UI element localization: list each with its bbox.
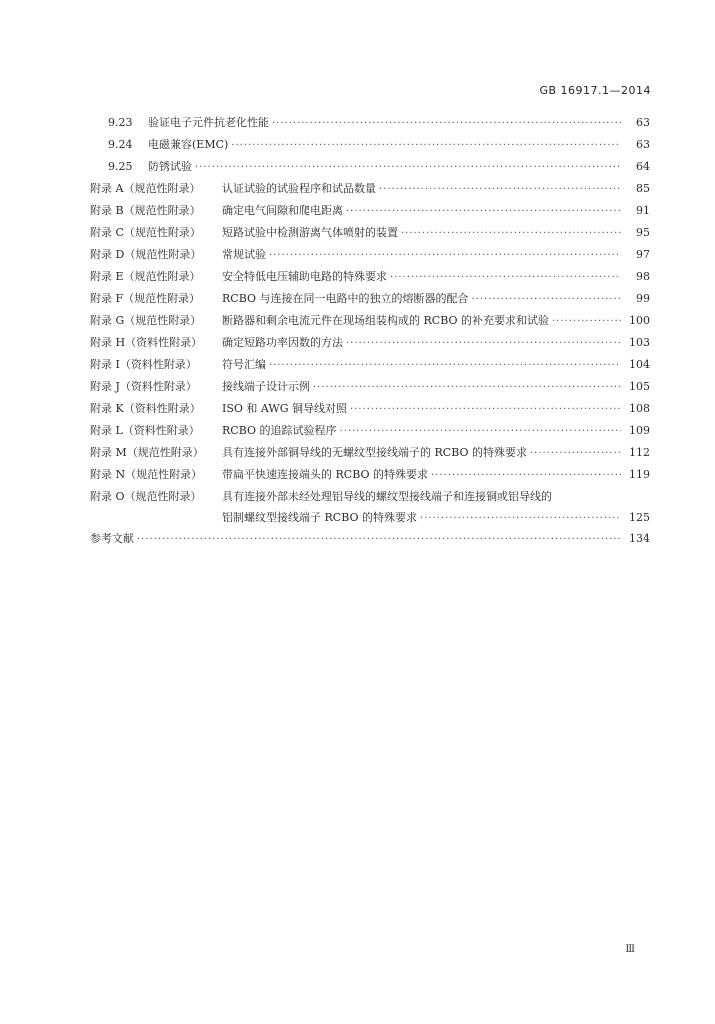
toc-entry-page: 119 [629,468,650,481]
dot-leader [431,465,621,487]
toc-entry-label: 附录 H（资料性附录） [90,336,203,349]
dot-leader [390,267,621,289]
dot-leader [401,223,621,245]
toc-entry[interactable] [90,464,650,486]
toc-entry-title-continued: 铝制螺纹型接线端子 RCBO 的特殊要求 [222,511,417,524]
toc-entry-page: 100 [629,314,650,327]
toc-entry-title: RCBO 与连接在同一电路中的独立的熔断器的配合 [222,292,469,305]
toc-entry-title: 具有连接外部铜导线的无螺纹型接线端子的 RCBO 的特殊要求 [222,446,527,459]
toc-entry[interactable] [90,398,650,420]
dot-leader [420,509,621,529]
toc-entry-title: 常规试验 [222,248,266,261]
toc-entry[interactable] [90,244,650,266]
toc-entry-label: 附录 K（资料性附录） [90,402,201,415]
toc-entry-page: 104 [629,358,650,371]
toc-entry-page: 91 [636,204,650,217]
toc-entry-title: RCBO 的追踪试验程序 [222,424,337,437]
toc-entry[interactable] [90,134,650,156]
toc-entry-label: 附录 O（规范性附录） [90,490,202,503]
toc-entry-label: 9.23 [108,116,133,129]
toc-entry-page: 134 [629,532,650,545]
toc-entry[interactable] [90,332,650,354]
toc-entry[interactable] [90,442,650,464]
toc-entry-label: 9.24 [108,138,133,151]
toc-entry-title: 确定短路功率因数的方法 [222,336,343,349]
toc-entry[interactable] [90,354,650,376]
toc-entry-title: ISO 和 AWG 铜导线对照 [222,402,347,415]
dot-leader [340,421,621,443]
dot-leader [552,311,621,333]
toc-entry-page: 85 [636,182,650,195]
toc-entry-page: 63 [636,138,650,151]
table-of-contents [90,112,650,550]
toc-entry-page: 105 [629,380,650,393]
toc-entry-label: 附录 D（规范性附录） [90,248,202,261]
toc-entry[interactable] [90,376,650,398]
toc-entry[interactable] [90,288,650,310]
toc-entry-label: 附录 C（规范性附录） [90,226,201,239]
dot-leader [379,179,621,201]
dot-leader [346,333,621,355]
toc-entry[interactable] [90,486,650,508]
toc-entry-page: 103 [629,336,650,349]
toc-entry-title: 具有连接外部未经处理铝导线的螺纹型接线端子和连接铜或铝导线的 [222,490,552,503]
toc-entry-continuation[interactable] [90,508,650,528]
toc-entry-label: 附录 F（规范性附录） [90,292,201,305]
toc-entry-label: 附录 A（规范性附录） [90,182,201,195]
toc-entry-title: 短路试验中检测游离气体喷射的装置 [222,226,398,239]
toc-entry[interactable] [90,156,650,178]
dot-leader [346,201,621,223]
toc-entry-page: 98 [636,270,650,283]
toc-entry-page: 109 [629,424,650,437]
toc-entry-label: 附录 M（规范性附录） [90,446,204,459]
standard-number: GB 16917.1—2014 [539,84,651,97]
toc-entry-page: 64 [636,160,650,173]
toc-entry-page: 99 [636,292,650,305]
dot-leader [272,113,621,135]
toc-entry-page: 95 [636,226,650,239]
toc-entry[interactable] [90,112,650,134]
toc-entry-title: 认证试验的试验程序和试品数量 [222,182,376,195]
toc-entry-title: 电磁兼容(EMC) [148,138,229,151]
dot-leader [530,443,621,465]
toc-entry-page: 125 [629,511,650,524]
toc-entry-page: 63 [636,116,650,129]
dot-leader [231,135,621,157]
toc-entry[interactable] [90,222,650,244]
dot-leader [269,355,621,377]
toc-entry-title: 安全特低电压辅助电路的特殊要求 [222,270,387,283]
dot-leader [350,399,621,421]
toc-entry-title: 防锈试验 [148,160,192,173]
toc-entry-title: 验证电子元件抗老化性能 [148,116,269,129]
page-number: Ⅲ [625,944,635,955]
toc-entry-title: 带扁平快速连接端头的 RCBO 的特殊要求 [222,468,428,481]
toc-entry[interactable] [90,310,650,332]
toc-entry-label: 附录 I（资料性附录） [90,358,197,371]
toc-entry-label: 附录 J（资料性附录） [90,380,197,393]
toc-entry-label: 附录 G（规范性附录） [90,314,202,327]
dot-leader [195,157,621,179]
toc-entry-label: 附录 E（规范性附录） [90,270,201,283]
toc-entry-label: 附录 N（规范性附录） [90,468,203,481]
toc-entry-title: 断路器和剩余电流元件在现场组装构成的 RCBO 的补充要求和试验 [222,314,549,327]
toc-entry[interactable] [90,178,650,200]
toc-entry-title: 接线端子设计示例 [222,380,310,393]
dot-leader [269,245,621,267]
toc-entry-label: 附录 L（资料性附录） [90,424,200,437]
toc-entry-label: 9.25 [108,160,133,173]
dot-leader [472,289,622,311]
toc-entry[interactable] [90,200,650,222]
toc-entry-label: 附录 B（规范性附录） [90,204,201,217]
toc-entry-references[interactable] [90,528,650,550]
dot-leader [313,377,621,399]
toc-entry-title: 确定电气间隙和爬电距离 [222,204,343,217]
toc-entry[interactable] [90,420,650,442]
toc-entry-page: 112 [629,446,650,459]
toc-entry-page: 108 [629,402,650,415]
toc-entry-title: 符号汇编 [222,358,266,371]
toc-entry[interactable] [90,266,650,288]
dot-leader [137,529,621,551]
toc-entry-label: 参考文献 [90,532,134,545]
toc-entry-page: 97 [636,248,650,261]
